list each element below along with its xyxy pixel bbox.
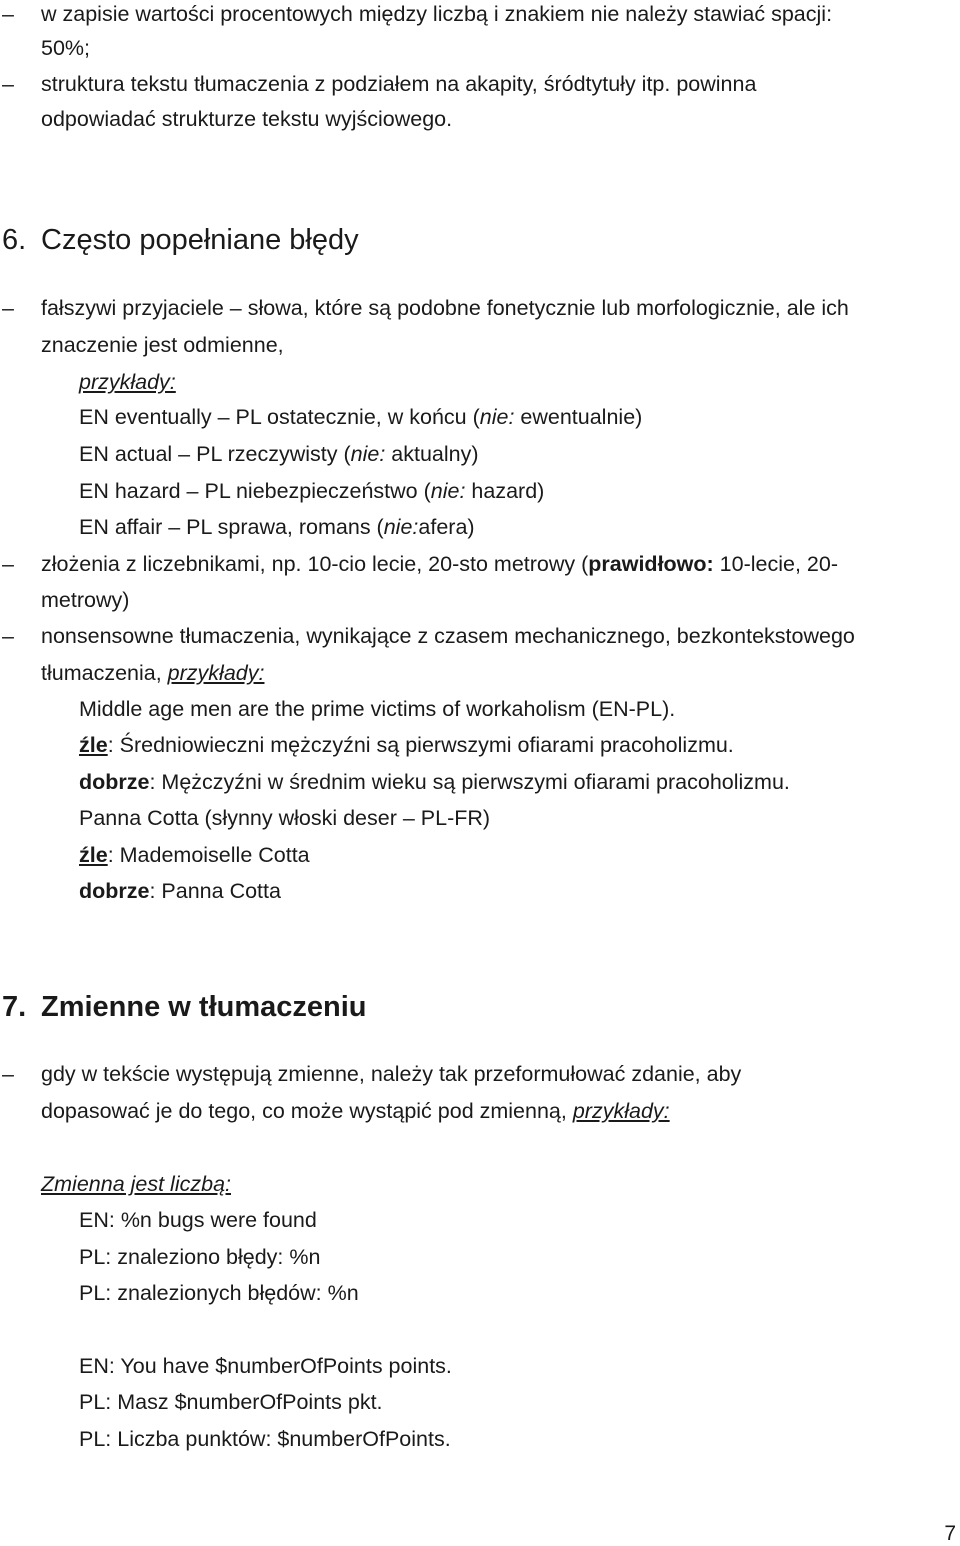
bullet-continuation <box>0 1097 960 1125</box>
example-line <box>0 768 960 796</box>
example-text: PL: Masz $numberOfPoints pkt. <box>79 1390 383 1414</box>
example-text: : Panna Cotta <box>149 879 281 903</box>
example-text: : Średniowieczni mężczyźni są pierwszymi ofiarami pracoholizmu. <box>107 733 734 757</box>
example-text: Middle age men are the prime victims of workaholism (EN-PL). <box>79 697 676 721</box>
example-text: EN affair – PL sprawa, romans ( <box>79 515 384 539</box>
bullet-dash: – <box>2 2 14 26</box>
bullet-numerals <box>0 550 960 578</box>
example-line <box>0 841 960 869</box>
code-example-line <box>0 1279 960 1307</box>
example-line <box>0 877 960 905</box>
section-number: 6. <box>2 224 27 256</box>
bullet-dash: – <box>2 624 14 648</box>
example-line <box>0 477 960 505</box>
example-line <box>0 695 960 723</box>
example-text: PL: Liczba punktów: $numberOfPoints. <box>79 1427 451 1451</box>
nie-label: nie: <box>383 515 419 539</box>
nie-label: nie: <box>350 442 386 466</box>
example-text: EN actual – PL rzeczywisty ( <box>79 442 351 466</box>
example-line <box>0 731 960 759</box>
bullet-text: znaczenie jest odmienne, <box>41 333 284 357</box>
example-text: EN hazard – PL niebezpieczeństwo ( <box>79 479 431 503</box>
code-example-line <box>0 1243 960 1271</box>
wrong-label: źle <box>79 843 108 867</box>
bullet-variables <box>0 1060 960 1088</box>
section-title: Zmienne w tłumaczeniu <box>41 991 367 1023</box>
example-line <box>0 513 960 541</box>
example-text: EN: %n bugs were found <box>79 1208 317 1232</box>
nie-label: nie: <box>430 479 466 503</box>
bullet-structure <box>0 70 960 98</box>
bullet-dash: – <box>2 296 14 320</box>
example-line <box>0 403 960 431</box>
example-text: Panna Cotta (słynny włoski deser – PL-FR) <box>79 806 491 830</box>
bullet-text: nonsensowne tłumaczenia, wynikające z czasem mechanicznego, bezkontekstowego <box>41 624 855 648</box>
bullet-percent-spacing <box>0 0 960 28</box>
bullet-text: metrowy) <box>41 588 130 612</box>
bullet-false-friends <box>0 294 960 322</box>
correct-label: dobrze <box>79 770 150 794</box>
code-example-line <box>0 1425 960 1453</box>
bullet-text: fałszywi przyjaciele – słowa, które są podobne fonetycznie lub morfologicznie, ale ich <box>41 296 849 320</box>
bullet-nonsense <box>0 622 960 650</box>
example-line <box>0 440 960 468</box>
section-number: 7. <box>2 991 27 1023</box>
bullet-continuation <box>0 659 960 687</box>
bullet-dash: – <box>2 1062 14 1086</box>
code-example-line <box>0 1388 960 1416</box>
example-text: PL: znaleziono błędy: %n <box>79 1245 321 1269</box>
correct-label: dobrze <box>79 879 150 903</box>
variable-type-label <box>0 1170 960 1198</box>
bullet-text: dopasować je do tego, co może wystąpić pod zmienną, <box>41 1099 573 1123</box>
bullet-continuation <box>0 105 960 133</box>
page-number: 7 <box>944 1522 956 1545</box>
bullet-continuation <box>0 34 960 62</box>
example-text: aktualny) <box>385 442 479 466</box>
example-text: ewentualnie) <box>514 405 643 429</box>
code-example-line <box>0 1352 960 1380</box>
examples-text: przykłady: <box>79 370 176 394</box>
examples-label <box>0 368 960 396</box>
bullet-text: 50%; <box>41 36 91 60</box>
example-text: : Mężczyźni w średnim wieku są pierwszymi ofiarami pracoholizmu. <box>149 770 790 794</box>
correct-label: prawidłowo: <box>588 552 714 576</box>
bullet-continuation <box>0 586 960 614</box>
example-text: EN: You have $numberOfPoints points. <box>79 1354 452 1378</box>
example-text: : Mademoiselle Cotta <box>107 843 310 867</box>
example-text: EN eventually – PL ostatecznie, w końcu ( <box>79 405 480 429</box>
bullet-text: w zapisie wartości procentowych między liczbą i znakiem nie należy stawiać spacji: <box>41 2 833 26</box>
bullet-dash: – <box>2 552 14 576</box>
examples-text: przykłady: <box>572 1099 670 1123</box>
section-title: Często popełniane błędy <box>41 224 359 256</box>
bullet-text: tłumaczenia, <box>41 661 168 685</box>
bullet-dash: – <box>2 72 14 96</box>
code-example-line <box>0 1206 960 1234</box>
example-line <box>0 804 960 832</box>
variable-type-text: Zmienna jest liczbą: <box>41 1172 231 1196</box>
bullet-continuation <box>0 331 960 359</box>
bullet-text: struktura tekstu tłumaczenia z podziałem na akapity, śródtytuły itp. powinna <box>41 72 757 96</box>
bullet-text: odpowiadać strukturze tekstu wyjściowego. <box>41 107 453 131</box>
examples-text: przykłady: <box>167 661 265 685</box>
bullet-text: 10-lecie, 20- <box>713 552 838 576</box>
bullet-text: złożenia z liczebnikami, np. 10-cio lecie, 20-sto metrowy ( <box>41 552 589 576</box>
example-text: afera) <box>418 515 475 539</box>
wrong-label: źle <box>79 733 108 757</box>
example-text: hazard) <box>465 479 545 503</box>
example-text: PL: znalezionych błędów: %n <box>79 1281 359 1305</box>
bullet-text: gdy w tekście występują zmienne, należy tak przeformułować zdanie, aby <box>41 1062 742 1086</box>
nie-label: nie: <box>479 405 515 429</box>
